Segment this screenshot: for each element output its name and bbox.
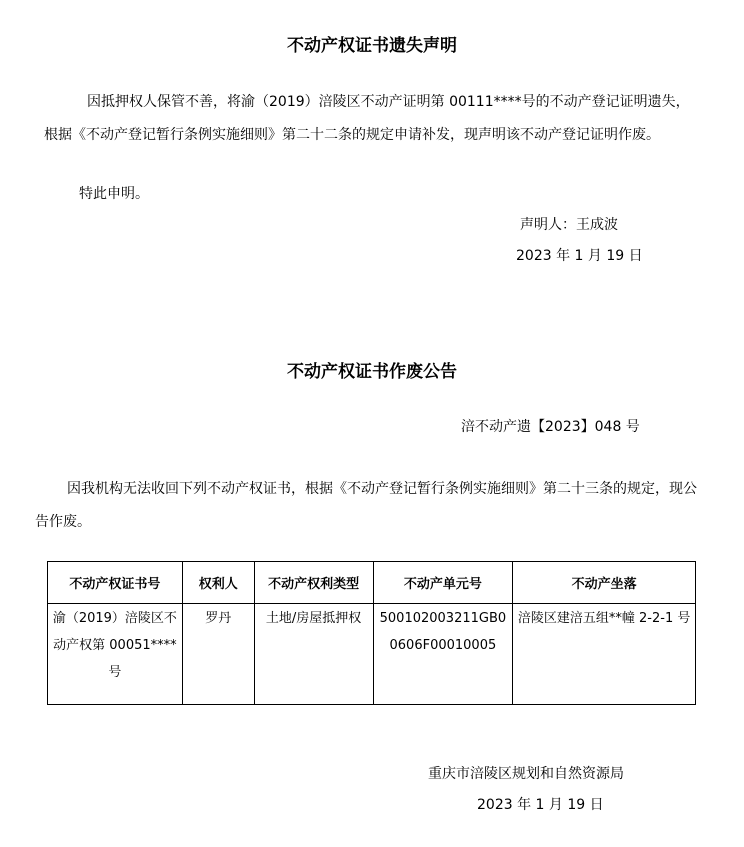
- declaration-body: 因抵押权人保管不善，将渝（2019）涪陵区不动产证明第 00111****号的不动产登记证明遗失，根据《不动产登记暂行条例实施细则》第二十二条的规定申请补发，现声明该不动产登记证明作废。: [44, 94, 690, 143]
- header-right-type: 不动产权利类型: [254, 562, 373, 604]
- declaration-closing: 特此申明。: [79, 186, 149, 202]
- cell-cert-number: 渝（2019）涪陵区不动产权第 00051****号: [48, 604, 183, 705]
- notice-date: 2023 年 1 月 19 日: [477, 797, 604, 813]
- declarant-signature: 声明人：王成波: [520, 217, 618, 233]
- header-cert-number: 不动产权证书号: [48, 562, 183, 604]
- header-location: 不动产坐落: [513, 562, 696, 604]
- cell-location: 涪陵区建涪五组**幢 2-2-1 号: [513, 604, 696, 705]
- header-right-holder: 权利人: [182, 562, 254, 604]
- cell-right-type: 土地/房屋抵押权: [254, 604, 373, 705]
- declaration-title: 不动产权证书遗失声明: [287, 36, 457, 56]
- declaration-date: 2023 年 1 月 19 日: [516, 248, 643, 264]
- header-unit-number: 不动产单元号: [373, 562, 513, 604]
- table-row: [48, 604, 696, 705]
- notice-title: 不动产权证书作废公告: [287, 362, 457, 382]
- cell-right-holder: 罗丹: [182, 604, 254, 705]
- table-header-row: [48, 562, 696, 604]
- notice-doc-number: 涪不动产遗【2023】048 号: [461, 419, 640, 435]
- notice-issuer: 重庆市涪陵区规划和自然资源局: [428, 766, 624, 782]
- notice-table: [47, 561, 696, 705]
- notice-body: 因我机构无法收回下列不动产权证书，根据《不动产登记暂行条例实施细则》第二十三条的规定，现公告作废。: [35, 481, 697, 530]
- cell-unit-number: 500102003211GB00606F00010005: [373, 604, 513, 705]
